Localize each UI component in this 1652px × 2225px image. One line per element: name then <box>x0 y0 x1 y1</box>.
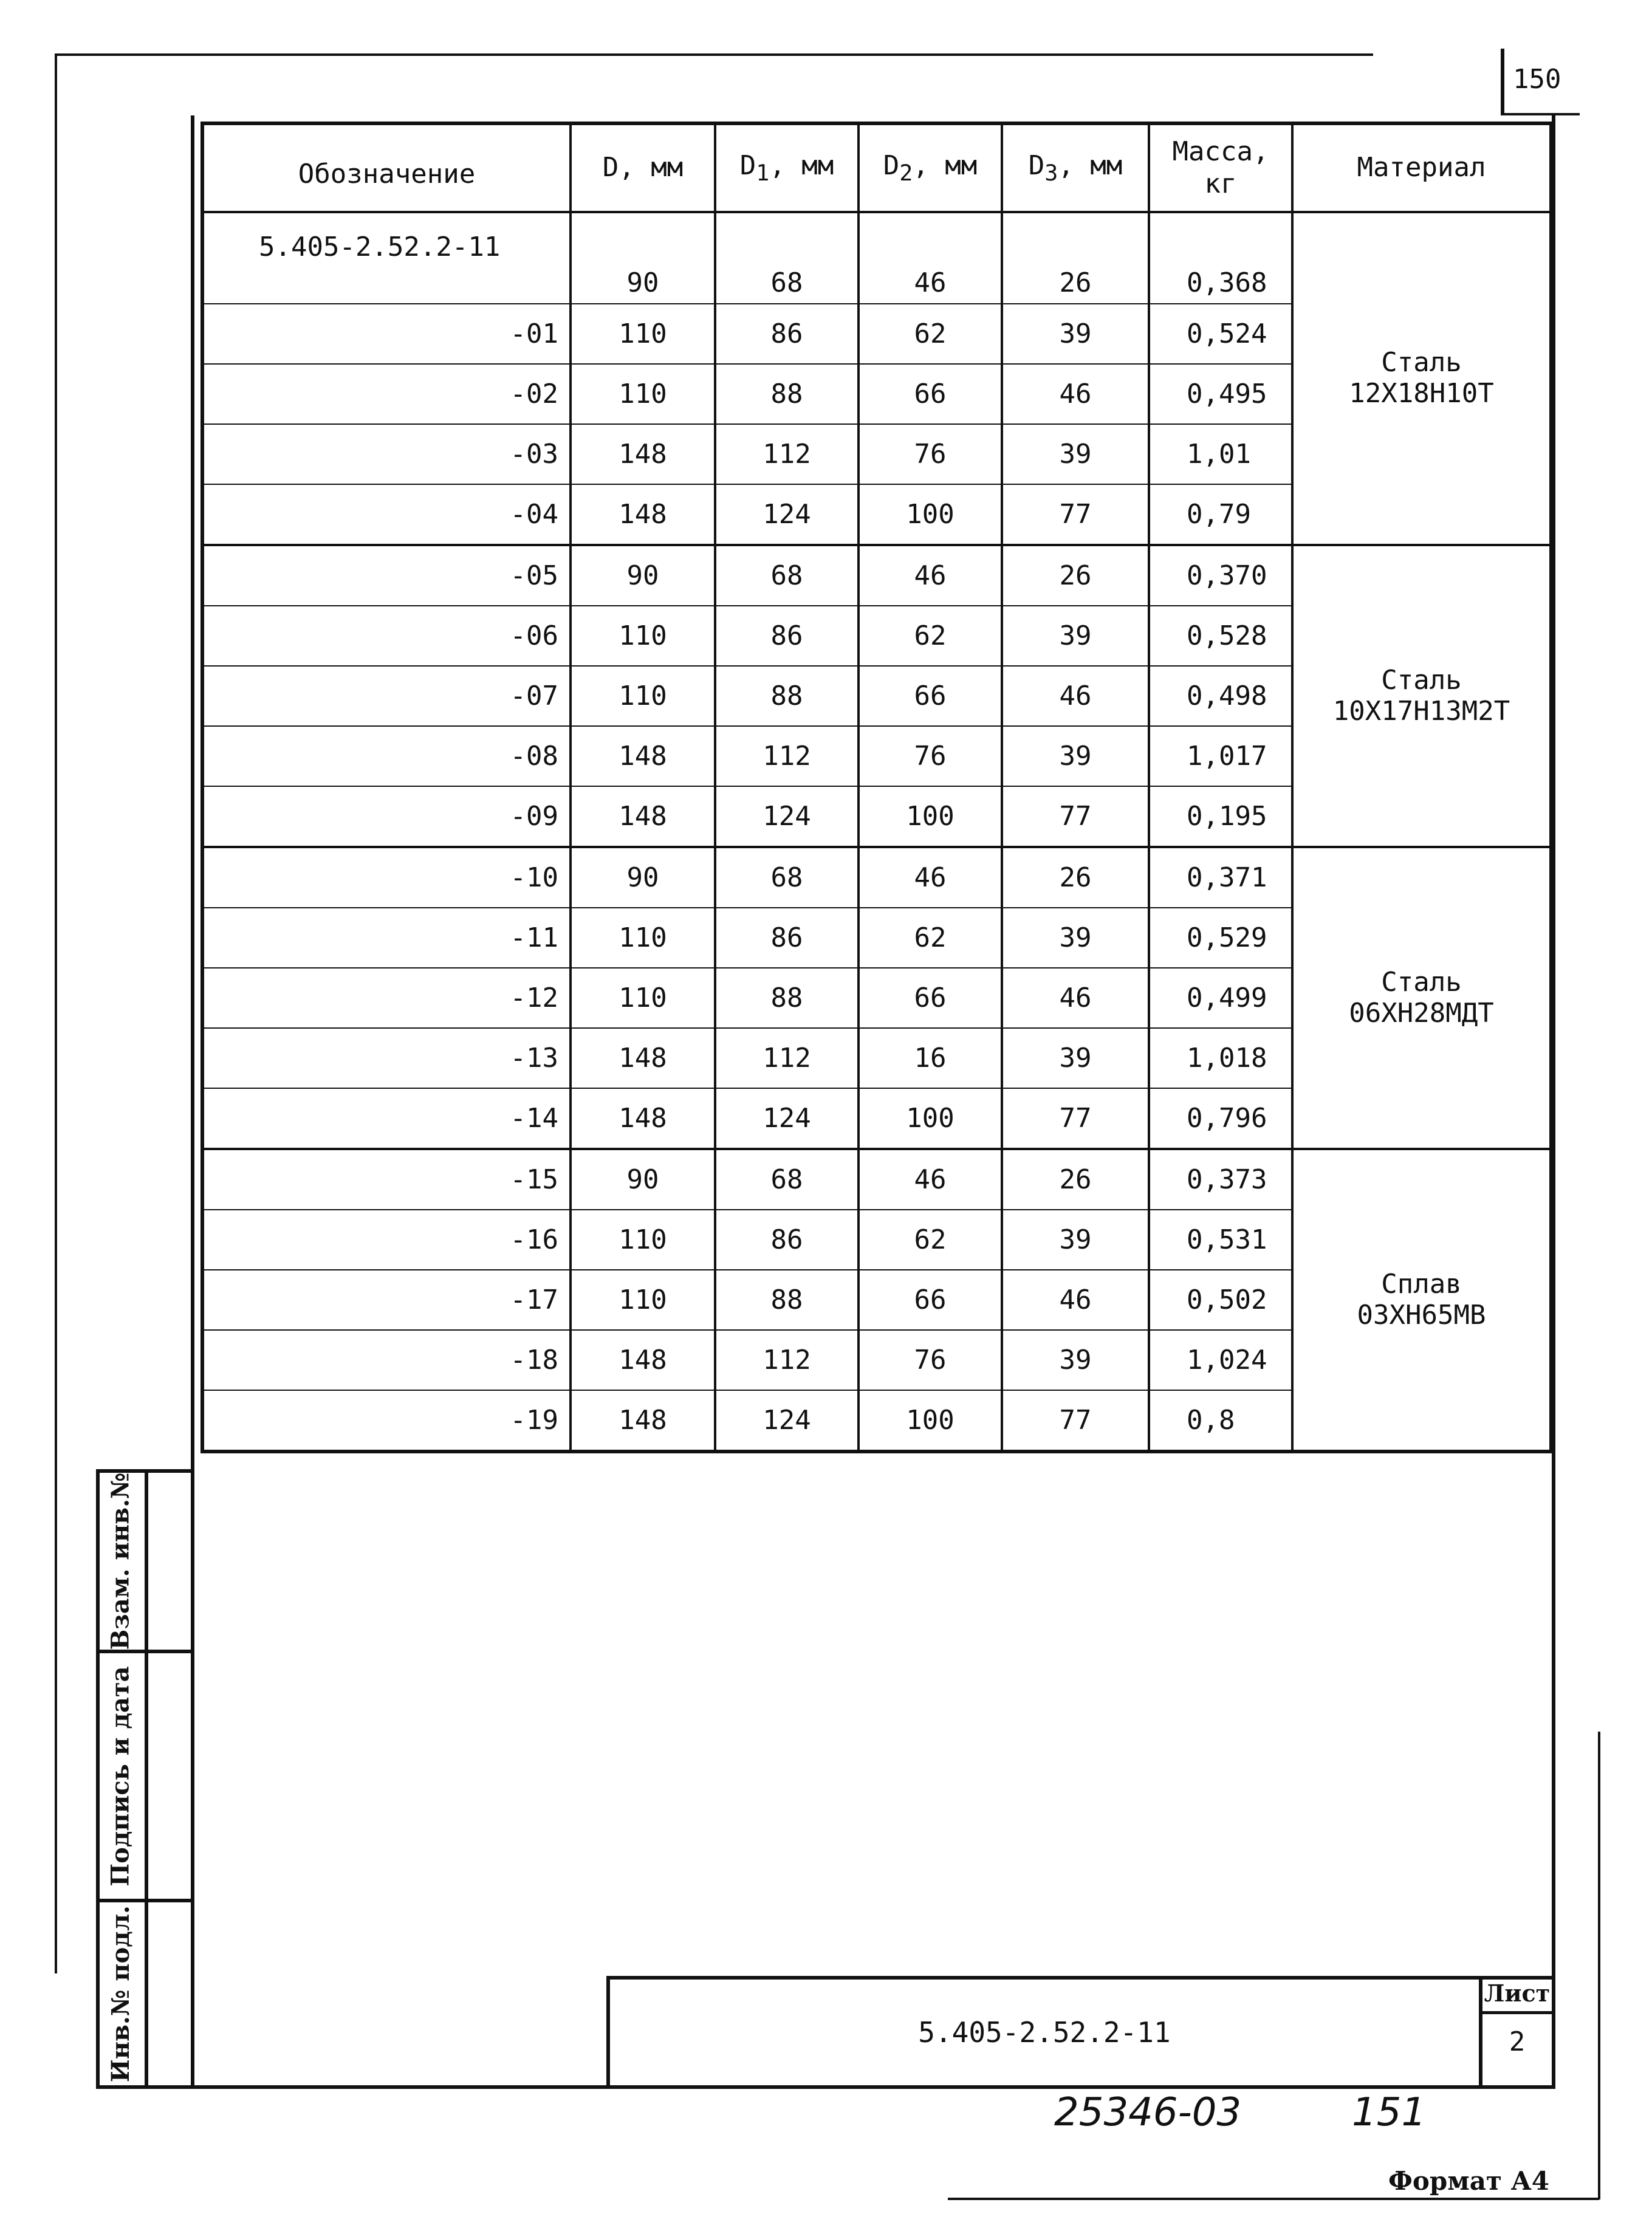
cell-d2: 76 <box>859 726 1002 786</box>
stamp-inv-podl <box>96 1902 145 2085</box>
cell-d1: 88 <box>715 1270 859 1330</box>
stamp-inv-podl-text: Инв.№ подл. <box>106 1905 135 2082</box>
cell-d: 110 <box>571 606 715 666</box>
cell-designation: -05 <box>202 545 571 606</box>
sheet-box-divider <box>1479 2011 1555 2014</box>
cell-d3: 77 <box>1002 1390 1149 1452</box>
material-name: Сталь <box>1381 347 1462 379</box>
cell-mass: 1,017 <box>1149 726 1292 786</box>
cell-d: 148 <box>571 1088 715 1149</box>
material-grade: 12Х18Н10Т <box>1349 378 1494 409</box>
cell-d2: 100 <box>859 786 1002 847</box>
table-row <box>202 847 1551 908</box>
sheet-number: 2 <box>1509 2026 1526 2057</box>
cell-d2: 46 <box>859 212 1002 304</box>
stamp-mid-border <box>145 1469 148 2088</box>
cell-d1: 88 <box>715 364 859 424</box>
stamp-vzam-inv <box>96 1473 145 1650</box>
cell-d3: 39 <box>1002 304 1149 364</box>
cell-d: 110 <box>571 304 715 364</box>
cell-mass: 0,368 <box>1149 212 1292 304</box>
cell-designation: -07 <box>202 666 571 726</box>
table-row <box>202 1149 1551 1210</box>
cell-d2: 46 <box>859 545 1002 606</box>
cell-mass: 0,498 <box>1149 666 1292 726</box>
material-grade: 06ХН28МДТ <box>1349 997 1494 1029</box>
cell-d1: 112 <box>715 726 859 786</box>
cell-d: 90 <box>571 1149 715 1210</box>
cell-mass: 0,531 <box>1149 1210 1292 1270</box>
cell-designation: -16 <box>202 1210 571 1270</box>
cell-d: 148 <box>571 1028 715 1088</box>
bottom-margin-line <box>948 2198 1599 2200</box>
cell-d: 110 <box>571 364 715 424</box>
cell-d2: 76 <box>859 424 1002 484</box>
cell-d: 110 <box>571 666 715 726</box>
cell-designation: -06 <box>202 606 571 666</box>
cell-d3: 46 <box>1002 968 1149 1028</box>
cell-designation: -03 <box>202 424 571 484</box>
cell-d3: 39 <box>1002 606 1149 666</box>
cell-designation: -08 <box>202 726 571 786</box>
table-header-row <box>202 123 1551 212</box>
cell-d2: 46 <box>859 1149 1002 1210</box>
stamp-vzam-inv-text: Взам. инв.№ <box>106 1472 135 1650</box>
cell-designation: -04 <box>202 484 571 545</box>
cell-d2: 100 <box>859 1390 1002 1452</box>
cell-d2: 16 <box>859 1028 1002 1088</box>
cell-designation: -18 <box>202 1330 571 1390</box>
cell-d1: 86 <box>715 304 859 364</box>
page-number-box-bottom <box>1501 113 1580 115</box>
cell-d3: 39 <box>1002 726 1149 786</box>
cell-mass: 0,79 <box>1149 484 1292 545</box>
header-d3-main: D <box>1028 149 1045 181</box>
cell-d3: 39 <box>1002 424 1149 484</box>
table-row <box>202 545 1551 606</box>
cell-d1: 112 <box>715 424 859 484</box>
cell-material <box>1292 212 1551 545</box>
cell-d3: 26 <box>1002 545 1149 606</box>
cell-d2: 100 <box>859 484 1002 545</box>
cell-d2: 66 <box>859 666 1002 726</box>
cell-d: 90 <box>571 545 715 606</box>
cell-designation: -02 <box>202 364 571 424</box>
cell-designation: -11 <box>202 908 571 968</box>
cell-d3: 39 <box>1002 1330 1149 1390</box>
cell-d3: 39 <box>1002 1028 1149 1088</box>
cell-d3: 39 <box>1002 908 1149 968</box>
header-mass-line1: Масса, <box>1172 135 1269 167</box>
cell-material <box>1292 847 1551 1149</box>
cell-designation: -12 <box>202 968 571 1028</box>
table-body <box>202 212 1551 1452</box>
cell-mass: 0,495 <box>1149 364 1292 424</box>
cell-designation: -09 <box>202 786 571 847</box>
cell-d3: 26 <box>1002 1149 1149 1210</box>
right-margin-line <box>1598 1732 1600 2199</box>
cell-d: 148 <box>571 726 715 786</box>
cell-d1: 88 <box>715 968 859 1028</box>
cell-d2: 46 <box>859 847 1002 908</box>
cell-d1: 86 <box>715 606 859 666</box>
cell-designation: -01 <box>202 304 571 364</box>
cell-d: 90 <box>571 847 715 908</box>
cell-d: 148 <box>571 1330 715 1390</box>
cell-designation: -17 <box>202 1270 571 1330</box>
cell-mass: 0,502 <box>1149 1270 1292 1330</box>
cell-mass: 1,018 <box>1149 1028 1292 1088</box>
cell-d1: 86 <box>715 1210 859 1270</box>
cell-d3: 77 <box>1002 786 1149 847</box>
cell-d1: 124 <box>715 786 859 847</box>
cell-mass: 0,371 <box>1149 847 1292 908</box>
cell-d2: 62 <box>859 304 1002 364</box>
header-material: Материал <box>1292 123 1551 212</box>
cell-mass: 1,01 <box>1149 424 1292 484</box>
material-name: Сталь <box>1381 664 1462 696</box>
cell-d1: 124 <box>715 1390 859 1452</box>
cell-d1: 68 <box>715 212 859 304</box>
cell-designation: -14 <box>202 1088 571 1149</box>
cell-d3: 46 <box>1002 364 1149 424</box>
cell-d1: 68 <box>715 545 859 606</box>
header-d1-sub: 1 <box>756 159 770 186</box>
cell-designation: 5.405-2.52.2-11 <box>202 212 571 304</box>
header-designation: Обозначение <box>202 123 571 212</box>
cell-d2: 62 <box>859 908 1002 968</box>
sheet-label: Лист <box>1484 1980 1551 2007</box>
outer-frame-top <box>55 53 1373 56</box>
cell-mass: 0,796 <box>1149 1088 1292 1149</box>
cell-d: 90 <box>571 212 715 304</box>
header-d3-sub: 3 <box>1044 159 1058 186</box>
header-d1-main: D <box>739 149 756 181</box>
cell-mass: 0,529 <box>1149 908 1292 968</box>
cell-d: 148 <box>571 1390 715 1452</box>
cell-d: 148 <box>571 484 715 545</box>
header-d2-main: D <box>883 149 900 181</box>
specification-table <box>201 122 1553 1453</box>
cell-d3: 26 <box>1002 212 1149 304</box>
cell-material <box>1292 1149 1551 1452</box>
cell-mass: 0,195 <box>1149 786 1292 847</box>
cell-d3: 77 <box>1002 484 1149 545</box>
outer-frame-left <box>55 53 57 1973</box>
header-d1-unit: , мм <box>769 149 834 181</box>
cell-d1: 86 <box>715 908 859 968</box>
material-name: Сталь <box>1381 966 1462 998</box>
material-name: Сплав <box>1381 1268 1462 1300</box>
header-d3 <box>1002 123 1149 212</box>
cell-designation: -15 <box>202 1149 571 1210</box>
cell-d3: 77 <box>1002 1088 1149 1149</box>
cell-d2: 66 <box>859 1270 1002 1330</box>
cell-d3: 46 <box>1002 1270 1149 1330</box>
cell-d: 110 <box>571 968 715 1028</box>
archive-number: 25346-03 <box>1054 2090 1242 2135</box>
header-d: D, мм <box>571 123 715 212</box>
header-d3-unit: , мм <box>1058 149 1123 181</box>
page-ref: 151 <box>1352 2090 1427 2135</box>
cell-designation: -10 <box>202 847 571 908</box>
cell-d2: 100 <box>859 1088 1002 1149</box>
cell-d2: 66 <box>859 968 1002 1028</box>
cell-mass: 0,373 <box>1149 1149 1292 1210</box>
header-d1 <box>715 123 859 212</box>
format-label: Формат А4 <box>1388 2166 1550 2196</box>
cell-d1: 68 <box>715 1149 859 1210</box>
page-number: 150 <box>1513 64 1561 95</box>
cell-mass: 0,528 <box>1149 606 1292 666</box>
header-mass <box>1149 123 1292 212</box>
cell-d3: 39 <box>1002 1210 1149 1270</box>
cell-d2: 76 <box>859 1330 1002 1390</box>
header-mass-line2: кг <box>1204 168 1237 199</box>
stamp-podpis-data-text: Подпись и дата <box>106 1665 135 1887</box>
cell-d2: 66 <box>859 364 1002 424</box>
cell-designation: -19 <box>202 1390 571 1452</box>
stamp-podpis-data <box>96 1653 145 1899</box>
cell-d1: 124 <box>715 1088 859 1149</box>
cell-mass: 1,024 <box>1149 1330 1292 1390</box>
cell-mass: 0,524 <box>1149 304 1292 364</box>
cell-mass: 0,370 <box>1149 545 1292 606</box>
header-d2 <box>859 123 1002 212</box>
cell-d2: 62 <box>859 1210 1002 1270</box>
cell-d1: 124 <box>715 484 859 545</box>
cell-d3: 26 <box>1002 847 1149 908</box>
cell-d: 110 <box>571 1210 715 1270</box>
cell-d1: 88 <box>715 666 859 726</box>
cell-d: 148 <box>571 424 715 484</box>
table-row <box>202 212 1551 304</box>
page-number-box-left <box>1501 49 1504 115</box>
cell-d1: 112 <box>715 1330 859 1390</box>
material-grade: 03ХН65МВ <box>1357 1299 1486 1331</box>
header-d2-sub: 2 <box>899 159 913 186</box>
header-d2-unit: , мм <box>913 149 978 181</box>
cell-mass: 0,8 <box>1149 1390 1292 1452</box>
title-block-designation: 5.405-2.52.2-11 <box>918 2016 1171 2049</box>
cell-d2: 62 <box>859 606 1002 666</box>
cell-designation: -13 <box>202 1028 571 1088</box>
cell-d: 148 <box>571 786 715 847</box>
cell-d1: 68 <box>715 847 859 908</box>
cell-mass: 0,499 <box>1149 968 1292 1028</box>
cell-material <box>1292 545 1551 847</box>
cell-d: 110 <box>571 1270 715 1330</box>
cell-d1: 112 <box>715 1028 859 1088</box>
cell-d3: 46 <box>1002 666 1149 726</box>
material-grade: 10Х17Н13М2Т <box>1332 695 1510 727</box>
cell-d: 110 <box>571 908 715 968</box>
inner-frame-left <box>191 115 194 2087</box>
